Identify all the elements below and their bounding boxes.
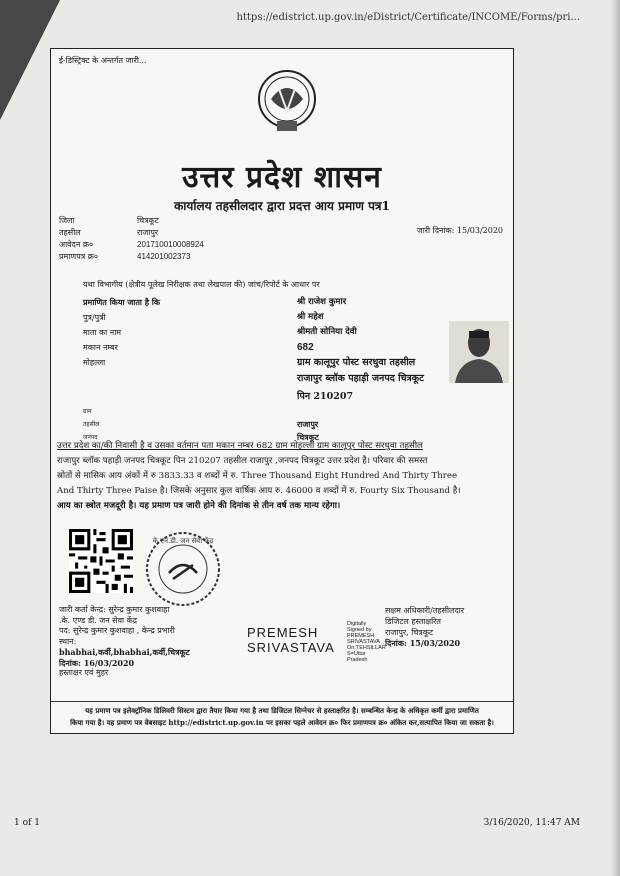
house-number: 682 [297,342,314,353]
page-number: 1 of 1 [14,818,40,828]
government-title: उत्तर प्रदेश शासन [182,160,382,195]
applicant-name: श्री राजेश कुमार [297,297,347,307]
certificate-page [50,48,514,734]
paragraph-line-1: उत्तर प्रदेश का/की निवासी है व उसका वर्तमान पता मकान नम्बर 682 ग्राम मोहल्ला ग्राम कालूपुर पोस्ट सरधुवा तहसील [57,441,423,451]
footer-line-2: किया गया है। यह प्रमाण पत्र वेबसाइट http://edistrict.up.gov.in पर इसका पहले आवेदन क्र० फिर प्रमाणपत्र क्र० अंकित कर,सत्यापित किया जा सकता है। [70,718,494,727]
village-label: ग्राम [83,408,92,415]
official-seal-stamp [143,529,223,609]
application-label: आवेदन क्र० [59,240,94,249]
village-value [297,405,319,418]
issuer-place: bhabhai,कर्वी,bhabhai,कर्वी,चित्रकूट [59,647,190,657]
up-emblem-icon [257,69,317,135]
address-line-2: पिन 210207 [297,391,354,402]
authority-date: दिनांक: 15/03/2020 [385,638,461,648]
footer-line-1: यह प्रमाण पत्र इलेक्ट्रॉनिक डिलिवरी सिस्टम द्वारा तैयार किया गया है तथा डिजिटल सिग्नेचर से हस्ताक्षरित है। सम्बन्धित केन्द्र के अधिकृत कर्मी द्वारा प्रमाणित [85,706,479,715]
issuer-center-name: .के. एण्ड डी. जन सेवा केंद्र [59,615,138,625]
mother-name: श्रीमती सोनिया देवी [297,327,357,337]
header-note: ई-डिस्ट्रिक्ट के अन्तर्गत जारी... [59,56,147,65]
intro-text: यथा विभागीय (क्षेत्रीय पूलेख निरीक्षक तथा लेखपाल की) जांच/रिपोर्ट के आधार पर [83,280,320,289]
sig-detail-line: SRIVASTAVA [347,639,380,645]
paragraph-line-5: आय का स्त्रोत मजदूरी है। यह प्रमाण पत्र जारी होने की दिनांक से तीन वर्ष तक मान्य रहेगा। [57,501,341,511]
certified-label: प्रमाणित किया जाता है कि [83,297,160,307]
house-number-label: मकान नम्बर [83,343,118,352]
certificate-subtitle: कार्यालय तहसीलदार द्वारा प्रदत्त आय प्रमाण पत्र1 [174,199,390,213]
meta-labels [59,215,98,263]
lower-district-value: चित्रकूट [297,432,319,442]
meta-values [137,215,204,263]
signer-name-last: SRIVASTAVA [247,640,335,655]
paragraph-line-2: राजापुर ब्लॉक पहाड़ी जनपद चित्रकूट पिन 210207 तहसील राजापुर ,जनपद चित्रकूट उत्तर प्रदेश है। परिवार की समस्त [57,456,428,466]
locality-label: मोहल्ला [83,358,106,367]
certificate-number: 414201002373 [137,252,191,261]
sig-detail-line: Digitally [347,621,367,627]
lower-district-label: जनपद [83,434,98,441]
qr-code [69,529,133,593]
print-datetime: 3/16/2020, 11:47 AM [483,818,580,828]
issuer-date: दिनांक: 16/03/2020 [59,657,135,668]
sig-detail-line: On:TEHSILLAR [347,645,386,651]
certificate-label: प्रमाणपत्र क्र० [59,252,98,261]
authority-title: सक्षम अधिकारी/तहसीलदार [385,606,465,615]
address-line-1: राजापुर ब्लॉक पहाड़ी जनपद चित्रकूट [297,373,424,384]
authority-location: राजापुर, चित्रकूट [385,628,433,637]
field-labels [83,295,160,370]
district-value: चित्रकूट [137,216,159,225]
sig-detail-line: Pradesh [347,657,368,663]
digital-signature [247,625,335,655]
scan-edge-shadow [610,0,620,876]
issuer-center: जारी कर्ता केन्द्र: सुरेन्द्र कुमार कुशवाहा [59,605,170,614]
issuer-block [59,605,190,679]
lower-tehsil-value: राजापुर [297,419,319,429]
paragraph-line-4: And Thirty Three Paise है। जिसके अनुसार कुल वार्षिक आय रु. 46000 व शब्दों में रु. Fourty Six Thousand है। [57,486,461,496]
district-label: जिला [59,216,75,225]
svg-text:के.एन.डी. जन सेवा केंद्र: के.एन.डी. जन सेवा केंद्र [152,537,214,545]
paragraph-line-3: स्रोतों से मासिक आय अंकों में रु 3833.33 व शब्दों में रु. Three Thousand Eight Hundred And Thirty Three [57,471,458,481]
issue-date: जारी दिनांक: 15/03/2020 [416,226,503,235]
authority-digital: डिजिटल हस्ताक्षरित [385,617,441,626]
sig-detail-line: S=Uttar [347,651,366,657]
certificate-footer [51,701,513,729]
father-name: श्री महेश [297,312,324,322]
field-values [297,295,424,406]
authority-block [385,605,464,649]
signer-name-first: PREMESH [247,625,319,640]
issuer-post: पद: सुरेन्द्र कुमार कुशवाहा , केन्द्र प्रभारी [59,626,175,635]
certificate-paragraph [57,439,509,514]
lower-tehsil-label: तहसील [83,421,100,428]
page-url: https://edistrict.up.gov.in/eDistrict/Certificate/INCOME/Forms/pri... [236,12,580,23]
mother-name-label: माता का नाम [83,328,122,337]
tehsil-value: राजापुर [137,228,159,237]
sig-detail-line: PREMESH [347,633,375,639]
digital-signature-details [347,621,386,663]
sig-detail-line: Signed by [347,627,372,633]
issuer-place-label: स्थान: [59,636,77,646]
locality-value: ग्राम कालूपुर पोस्ट सरधुवा तहसील [297,357,416,368]
issuer-signature-label: हस्ताक्षर एवं मुहर [59,668,109,677]
applicant-photo [449,321,509,383]
tehsil-label: तहसील [59,228,81,237]
son-daughter-label: पुत्र/पुत्री [83,313,106,322]
application-number: 201710010008924 [137,240,204,249]
